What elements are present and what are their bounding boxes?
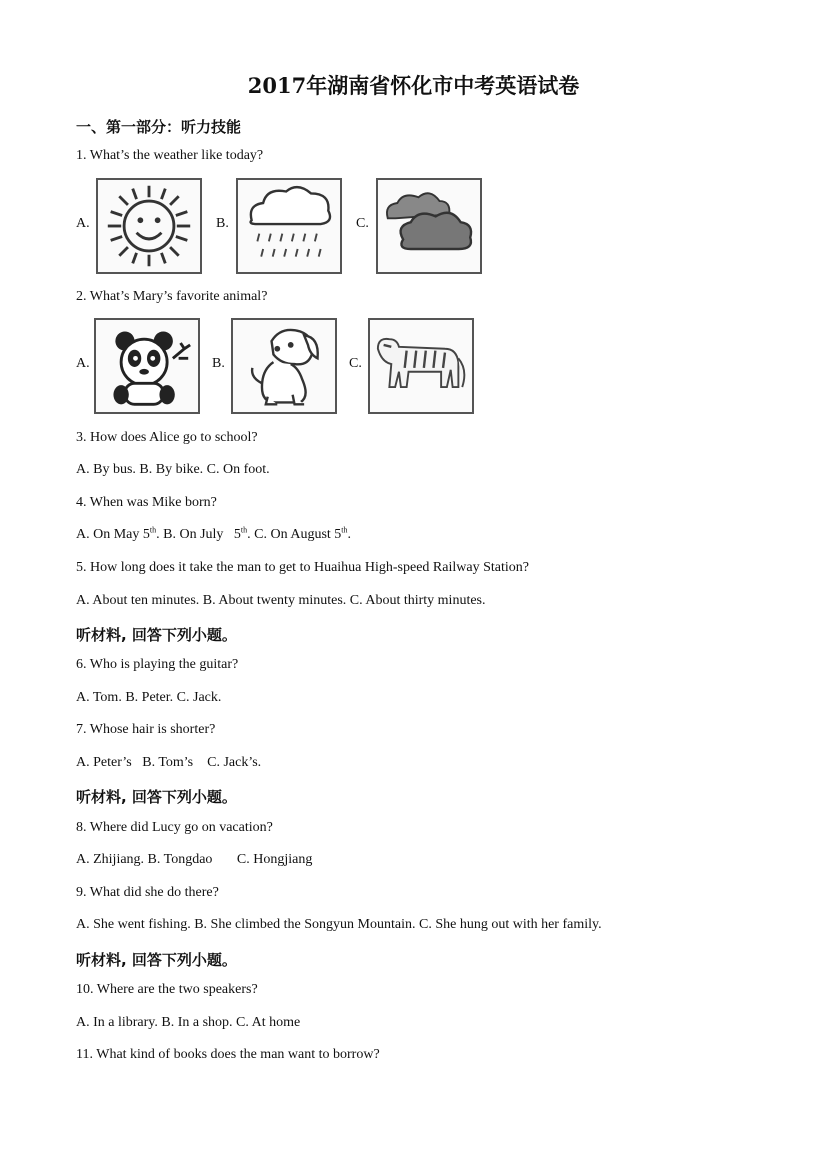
question-3-options: A. By bus. B. By bike. C. On foot. [76, 462, 270, 477]
option-b-picture[interactable] [231, 318, 337, 414]
question-10: 10. Where are the two speakers? [76, 982, 258, 997]
option-b-label: B. [216, 216, 229, 231]
question-11: 11. What kind of books does the man want to borrow? [76, 1047, 380, 1062]
option-a-picture[interactable] [96, 178, 202, 274]
question-7-options: A. Peter’s B. Tom’s C. Jack’s. [76, 755, 262, 770]
tiger-icon [370, 320, 472, 412]
question-2: 2. What’s Mary’s favorite animal? [76, 289, 268, 304]
option-a-label: A. [76, 356, 90, 371]
option-c-label: C. [349, 356, 362, 371]
option-a-picture[interactable] [94, 318, 200, 414]
option-c-picture[interactable] [368, 318, 474, 414]
q4-option-a: A. On May 5 [76, 527, 150, 542]
material-heading-2: 听材料, 回答下列小题。 [76, 788, 237, 806]
question-7: 7. Whose hair is shorter? [76, 722, 216, 737]
question-6-options: A. Tom. B. Peter. C. Jack. [76, 690, 222, 705]
section-heading-listening: 一、第一部分：听力技能 [76, 118, 242, 136]
question-1: 1. What’s the weather like today? [76, 148, 264, 163]
question-8: 8. Where did Lucy go on vacation? [76, 820, 273, 835]
ordinal-suffix: th [341, 525, 348, 535]
question-8-options: A. Zhijiang. B. Tongdao C. Hongjiang [76, 852, 313, 867]
question-5: 5. How long does it take the man to get to Huaihua High-speed Railway Station? [76, 560, 529, 575]
option-b-label: B. [212, 356, 225, 371]
question-4: 4. When was Mike born? [76, 495, 217, 510]
question-3: 3. How does Alice go to school? [76, 430, 258, 445]
q4-option-b: . B. On July 5 [156, 527, 241, 542]
question-2-options [76, 318, 496, 414]
cloudy-icon [378, 180, 480, 272]
q4-option-c: . C. On August 5 [247, 527, 342, 542]
option-c-label: C. [356, 216, 369, 231]
option-a-label: A. [76, 216, 90, 231]
option-b-picture[interactable] [236, 178, 342, 274]
material-heading-3: 听材料, 回答下列小题。 [76, 951, 237, 969]
question-5-options: A. About ten minutes. B. About twenty minutes. C. About thirty minutes. [76, 593, 486, 608]
question-4-options [76, 527, 351, 543]
panda-icon [96, 320, 198, 412]
question-9-options: A. She went fishing. B. She climbed the Songyun Mountain. C. She hung out with her family. [76, 917, 602, 932]
option-c-picture[interactable] [376, 178, 482, 274]
page-title: 2017年湖南省怀化市中考英语试卷 [247, 73, 580, 98]
dog-icon [233, 320, 335, 412]
q4-end: . [347, 527, 352, 542]
question-6: 6. Who is playing the guitar? [76, 657, 239, 672]
question-9: 9. What did she do there? [76, 885, 219, 900]
ordinal-suffix: th [149, 525, 157, 535]
material-heading-1: 听材料, 回答下列小题。 [76, 626, 237, 644]
question-10-options: A. In a library. B. In a shop. C. At home [76, 1015, 301, 1030]
rain-cloud-icon [238, 180, 340, 272]
sun-icon [98, 180, 200, 272]
ordinal-suffix: th [240, 525, 248, 535]
question-1-options [76, 178, 496, 274]
